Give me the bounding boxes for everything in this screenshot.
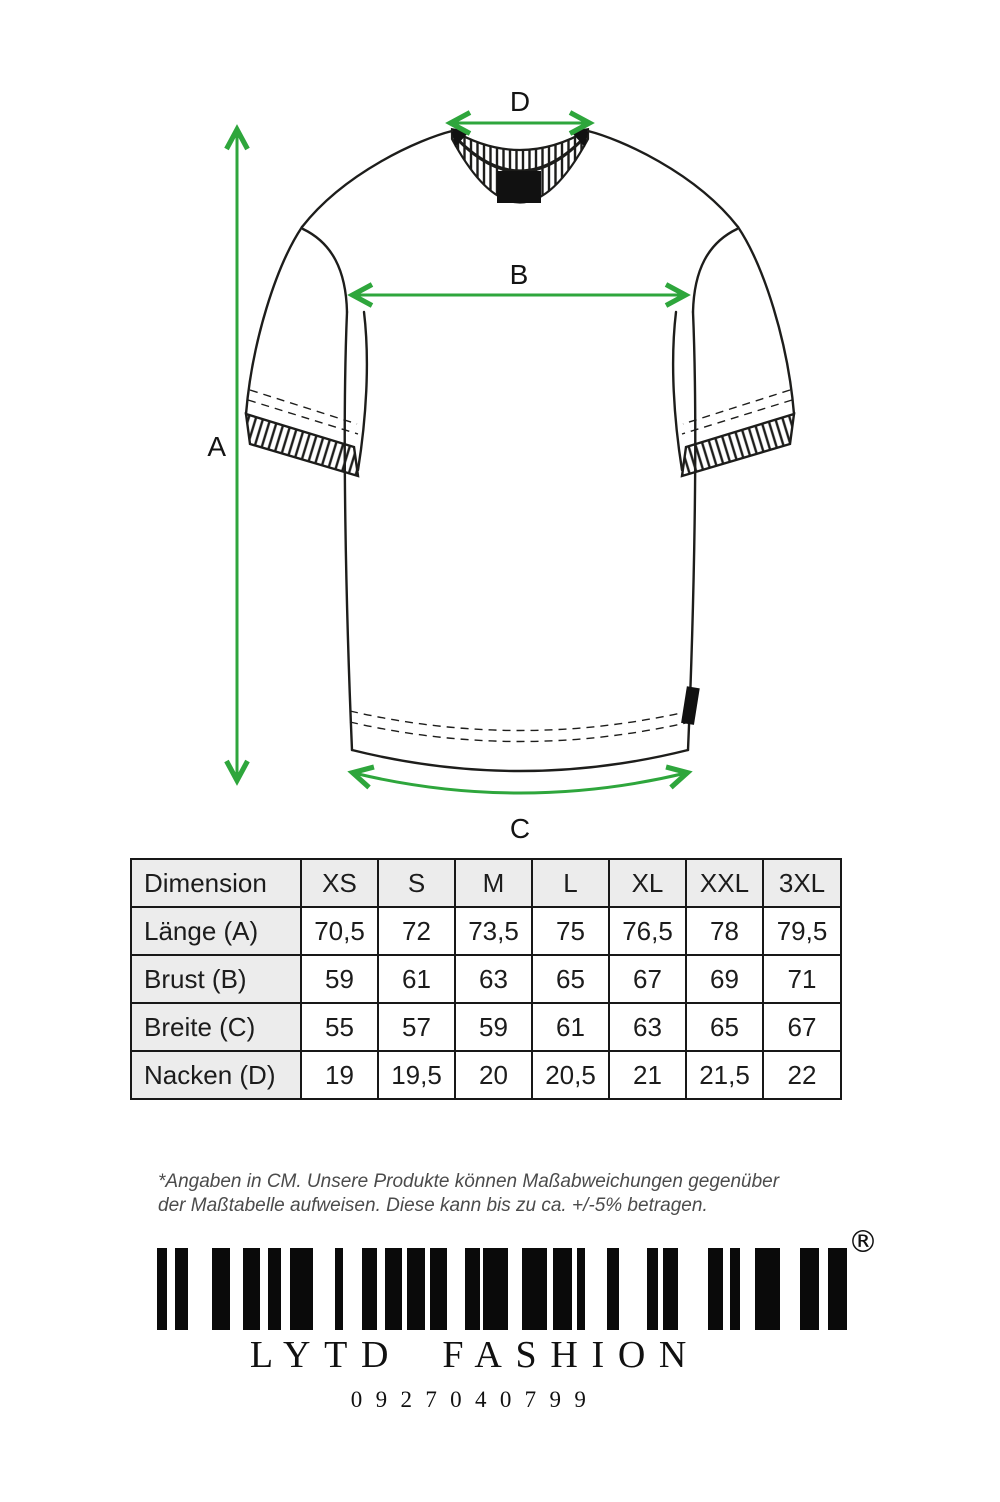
arrow-c [354,773,686,793]
size-value-cell: 19 [301,1051,378,1099]
hem-stitch-1 [350,711,690,731]
barcode-bar [663,1248,678,1330]
tshirt-outline [246,131,794,771]
sleeve-cuff-right [682,414,794,476]
barcode-bar [268,1248,281,1330]
column-header-size-XXL: XXL [686,859,763,907]
column-header-size-L: L [532,859,609,907]
column-header-size-S: S [378,859,455,907]
armhole-seam-right [693,229,737,312]
size-value-cell: 57 [378,1003,455,1051]
header-row [131,859,841,907]
dim-label-c: C [509,813,531,844]
size-value-cell: 20,5 [532,1051,609,1099]
barcode-bar [212,1248,230,1330]
size-table-body [131,907,841,1099]
dim-label-d: D [509,86,531,117]
size-value-cell: 55 [301,1003,378,1051]
barcode-bar [577,1248,585,1330]
barcode-bar [708,1248,723,1330]
size-value-cell: 70,5 [301,907,378,955]
shoulder-left [302,131,452,227]
size-value-cell: 21,5 [686,1051,763,1099]
barcode-bar [362,1248,377,1330]
note-line-1: *Angaben in CM. Unsere Produkte können Maßabweichungen gegenüber [158,1171,780,1192]
size-value-cell: 22 [763,1051,841,1099]
row-label: Brust (B) [131,955,301,1003]
size-value-cell: 20 [455,1051,532,1099]
hem-stitch-2 [350,722,690,742]
table-row [131,1003,841,1051]
sleeve-left-underarm [358,312,367,470]
barcode-bar [522,1248,547,1330]
row-label: Länge (A) [131,907,301,955]
sleeve-right-underarm [673,312,682,470]
registered-trademark-mark: ® [848,1225,878,1260]
barcode-bar [335,1248,343,1330]
side-seam-tag [681,686,700,725]
column-header-dimension: Dimension [131,859,301,907]
brand-number: 0927040799 [350,1387,600,1412]
column-header-size-M: M [455,859,532,907]
size-value-cell: 75 [532,907,609,955]
barcode-bar [385,1248,402,1330]
row-label: Nacken (D) [131,1051,301,1099]
size-value-cell: 79,5 [763,907,841,955]
barcode-bar [730,1248,740,1330]
barcode-bar [553,1248,572,1330]
barcode-bar [157,1248,167,1330]
size-value-cell: 71 [763,955,841,1003]
size-value-cell: 61 [532,1003,609,1051]
barcode-bar [465,1248,480,1330]
note-line-2: der Maßtabelle aufweisen. Diese kann bis zu ca. +/-5% betragen. [158,1195,708,1217]
table-row [131,955,841,1003]
size-value-cell: 76,5 [609,907,686,955]
barcode-bar [800,1248,819,1330]
size-value-cell: 59 [301,955,378,1003]
column-header-size-3XL: 3XL [763,859,841,907]
size-value-cell: 61 [378,955,455,1003]
barcode-bar [828,1248,847,1330]
size-value-cell: 73,5 [455,907,532,955]
size-value-cell: 59 [455,1003,532,1051]
column-header-size-XS: XS [301,859,378,907]
column-header-size-XL: XL [609,859,686,907]
table-row [131,1051,841,1099]
size-table [130,858,842,1100]
dim-label-a: A [207,431,226,462]
row-label: Breite (C) [131,1003,301,1051]
barcode-bar [430,1248,447,1330]
barcode-bar [607,1248,619,1330]
barcode-bar [483,1248,508,1330]
brand-name: LYTD FASHION [249,1334,701,1376]
sleeve-left-outer [246,227,302,414]
size-value-cell: 72 [378,907,455,955]
barcode-bar [647,1248,658,1330]
armhole-seam-left [303,229,347,312]
size-table-header [131,859,841,907]
size-value-cell: 65 [686,1003,763,1051]
body-side-left [345,312,352,750]
size-value-cell: 19,5 [378,1051,455,1099]
barcode-bar [290,1248,313,1330]
sleeve-right-outer [738,227,794,414]
size-value-cell: 65 [532,955,609,1003]
size-value-cell: 21 [609,1051,686,1099]
size-value-cell: 78 [686,907,763,955]
hem [352,750,688,771]
shoulder-right [588,131,738,227]
sleeve-cuff-left [246,414,358,476]
barcode-bar [175,1248,188,1330]
barcode-bar [755,1248,780,1330]
size-value-cell: 69 [686,955,763,1003]
size-value-cell: 67 [609,955,686,1003]
barcode [157,1248,847,1330]
body-side-right [688,312,695,750]
barcode-bar [243,1248,260,1330]
size-value-cell: 63 [609,1003,686,1051]
measurement-note [158,1170,898,1219]
size-value-cell: 67 [763,1003,841,1051]
size-value-cell: 63 [455,955,532,1003]
barcode-bar [407,1248,425,1330]
collar [451,128,589,203]
table-row [131,907,841,955]
dim-label-b: B [509,259,529,290]
collar-neck-label [497,171,541,203]
